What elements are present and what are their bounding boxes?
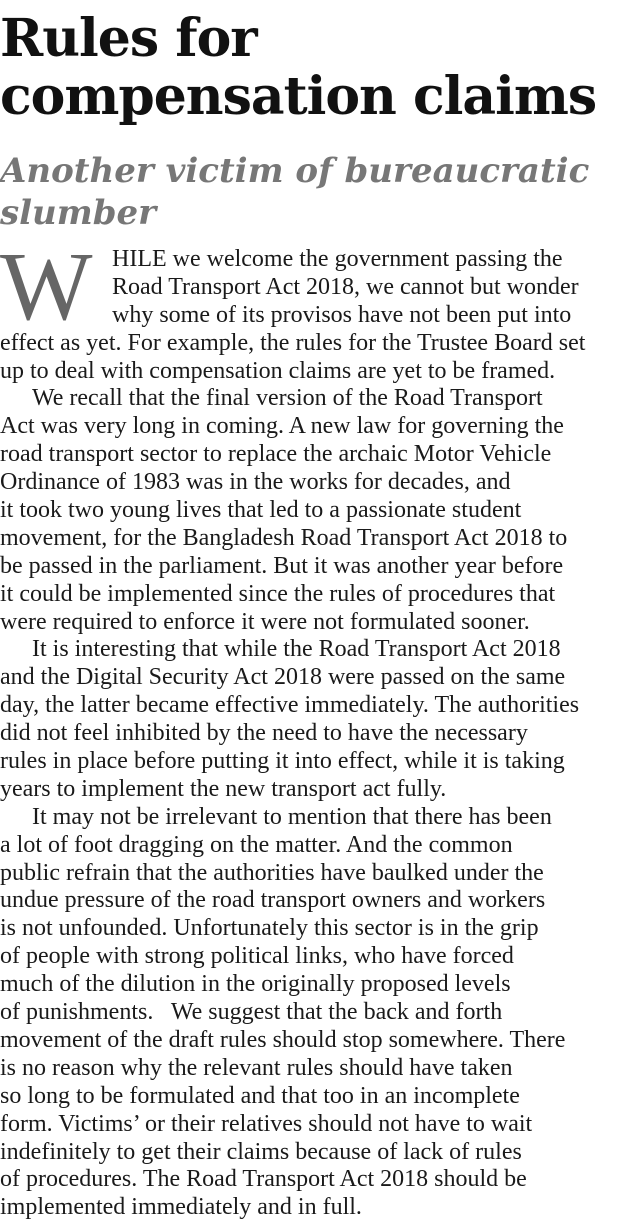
text-line: did not feel inhibited by the need to have the necessary — [0, 720, 528, 747]
text-line: much of the dilution in the originally proposed levels — [0, 971, 511, 998]
text-line: Ordinance of 1983 was in the works for decades, and — [0, 469, 511, 496]
text-line: It is interesting that while the Road Transport Act 2018 — [32, 636, 561, 663]
paragraph-1 — [0, 233, 629, 385]
subheadline-line: Another victim of bureaucratic — [0, 151, 590, 191]
text-line: Road Transport Act 2018, we cannot but wonder — [112, 273, 579, 300]
text-line: Act was very long in coming. A new law for governing the — [0, 413, 564, 440]
text-line: up to deal with compensation claims are yet to be framed. — [0, 357, 556, 384]
text-line: indefinitely to get their claims because of lack of rules — [0, 1138, 522, 1165]
subheadline — [0, 150, 589, 234]
text-line: of procedures. The Road Transport Act 2018 should be — [0, 1166, 527, 1193]
headline-line: Rules for — [0, 8, 257, 69]
text-line: It may not be irrelevant to mention that there has been — [32, 803, 552, 830]
text-line: public refrain that the authorities have baulked under the — [0, 859, 544, 886]
text-line: We recall that the final version of the Road Transport — [32, 385, 543, 412]
text-line: a lot of foot dragging on the matter. And the common — [0, 831, 513, 858]
paragraph-3 — [0, 636, 629, 803]
text-line: day, the latter became effective immediately. The authorities — [0, 692, 580, 719]
text-line: is not unfounded. Unfortunately this sector is in the grip — [0, 915, 539, 942]
article-body — [0, 233, 629, 1222]
drop-cap: W — [0, 233, 93, 341]
text-line: were required to enforce it were not formulated sooner. — [0, 608, 530, 635]
paragraph-4 — [0, 804, 629, 1222]
text-line: years to implement the new transport act fully. — [0, 775, 447, 802]
text-line: it took two young lives that led to a passionate student — [0, 497, 522, 524]
headline — [0, 10, 596, 126]
text-line: movement of the draft rules should stop somewhere. There — [0, 1026, 566, 1053]
subheadline-line: slumber — [0, 193, 157, 233]
text-line: road transport sector to replace the archaic Motor Vehicle — [0, 441, 552, 468]
text-line: HILE we welcome the government passing the — [112, 246, 563, 272]
text-line: form. Victims’ or their relatives should not have to wait — [0, 1110, 533, 1137]
headline-line: compensation claims — [0, 66, 597, 127]
text-line: so long to be formulated and that too in an incomplete — [0, 1082, 520, 1109]
text-line: of punishments. We suggest that the back and forth — [0, 999, 503, 1026]
text-line: rules in place before putting it into effect, while it is taking — [0, 748, 565, 775]
paragraph-2 — [0, 385, 629, 636]
text-line: undue pressure of the road transport owners and workers — [0, 887, 546, 914]
text-line: it could be implemented since the rules of procedures that — [0, 580, 556, 607]
text-line: movement, for the Bangladesh Road Transport Act 2018 to — [0, 524, 568, 551]
text-line: implemented immediately and in full. — [0, 1194, 362, 1221]
text-line: and the Digital Security Act 2018 were passed on the same — [0, 664, 566, 691]
text-line: of people with strong political links, who have forced — [0, 943, 514, 970]
text-line: effect as yet. For example, the rules for the Trustee Board set — [0, 329, 586, 356]
text-line: why some of its provisos have not been put into — [112, 301, 572, 328]
text-line: is no reason why the relevant rules should have taken — [0, 1054, 513, 1081]
text-line: be passed in the parliament. But it was another year before — [0, 552, 564, 579]
